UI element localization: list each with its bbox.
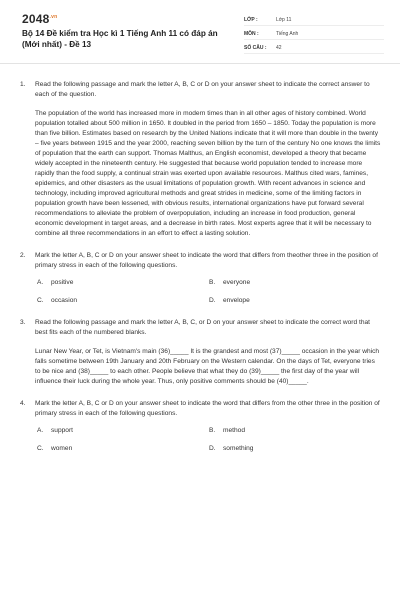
option-letter: A.	[37, 279, 44, 286]
question-number: 3.	[20, 319, 26, 326]
logo-text: 2048	[22, 12, 50, 26]
option-text: envelope	[223, 297, 250, 304]
option-letter: C.	[37, 297, 44, 304]
option-text: women	[51, 445, 73, 452]
answer-options	[35, 426, 382, 454]
page-header	[0, 0, 400, 64]
question-number: 1.	[20, 81, 26, 88]
answer-option-b[interactable]	[209, 426, 382, 436]
question-text: Read the following passage and mark the letter A, B, C or D on your answer sheet to indicate the correct answer to each of the question.	[35, 81, 370, 98]
question-text: Mark the letter A, B, C or D on your answer sheet to indicate the word that differs from theother three in the position of primary stress in each of the following questions.	[35, 252, 378, 269]
option-letter: A.	[37, 427, 44, 434]
option-text: support	[51, 427, 73, 434]
question-number: 4.	[20, 400, 26, 407]
question-body	[35, 399, 382, 454]
answer-option-a[interactable]	[37, 278, 209, 288]
meta-value: 42	[276, 44, 282, 51]
question-body	[35, 80, 382, 239]
option-text: method	[223, 427, 245, 434]
reading-passage: The population of the world has increased more in modern times than in all other ages of history combined. World population totalled about 500 million in 1650. It doubled in the period from 1650 – 1850. Today the population is more than five billion. Estimates based on research by the United Nations indicate that it will more than double in the twenty – five years between 1915 and the year 2000, reaching seven billion by the turn of the century No one knows the limits of population that the earth can support. Thomas Malthus, an English economist, developed a theory that became widely accepted in the nineteenth century. He suggested that because world population tended to increase more rapidly than the food supply, a continual strain was exerted upon available resources. Malthus cited wars, famines, epidemics, and other disasters as the usual limitations of population growth. With recent advances in science and technology, including improved agricultural methods and great strides in medicine, some of the limiting factors in population growth have been lessened, with obvious results, international organizations have put forward several recommendations to alleviate the problem of overpopulation, including an increase in food production, general economic development in target areas, and a decrease in birth rates. Most experts agree that it will be necessary to combine all three recommendations in an effort to effect a lasting solution.	[35, 110, 381, 237]
option-letter: D.	[209, 445, 216, 452]
document-title: Bộ 14 Đề kiểm tra Học kì 1 Tiếng Anh 11 có đáp án (Mới nhất) - Đề 13	[22, 29, 218, 49]
meta-row-count	[244, 42, 384, 54]
site-logo[interactable]	[22, 12, 232, 26]
meta-label: MÔN :	[244, 30, 259, 37]
meta-value: Tiếng Anh	[276, 30, 299, 37]
answer-option-b[interactable]	[209, 278, 382, 288]
document-meta	[244, 14, 384, 55]
reading-passage: Lunar New Year, or Tet, is Vietnam's main (36)_____ It is the grandest and most (37)_____ occasion in the year which falls sometime between 19th January and 20th February on the Western calendar. On the days of Tet, everyone tries to be nice and (38)_____ to each other. People believe that what they do (39)_____ the first day of the year will influence their luck during the whole year. Thus, only positive comments should be (40)_____.	[35, 348, 380, 385]
question-text: Read the following passage and mark the letter A, B, C, or D on your answer sheet to indicate the correct word that best fits each of the numbered blanks.	[35, 319, 370, 336]
option-text: occasion	[51, 297, 78, 304]
answer-option-c[interactable]	[37, 444, 209, 454]
question-2	[20, 251, 382, 306]
answer-option-a[interactable]	[37, 426, 209, 436]
option-text: something	[223, 445, 254, 452]
answer-option-d[interactable]	[209, 296, 382, 306]
option-text: positive	[51, 279, 74, 286]
meta-row-class	[244, 14, 384, 26]
question-list	[0, 64, 400, 454]
question-body	[35, 251, 382, 306]
option-letter: B.	[209, 279, 216, 286]
meta-value: Lớp 11	[276, 16, 292, 23]
question-4	[20, 399, 382, 454]
meta-label: LỚP :	[244, 16, 258, 23]
option-text: everyone	[223, 279, 251, 286]
option-letter: B.	[209, 427, 216, 434]
header-left	[22, 12, 232, 55]
question-3	[20, 318, 382, 387]
meta-row-subject	[244, 28, 384, 40]
logo-suffix: .vn	[49, 14, 58, 20]
answer-options	[35, 278, 382, 306]
answer-option-c[interactable]	[37, 296, 209, 306]
meta-label: SỐ CÂU :	[244, 44, 267, 51]
question-number: 2.	[20, 252, 26, 259]
answer-option-d[interactable]	[209, 444, 382, 454]
option-letter: D.	[209, 297, 216, 304]
option-letter: C.	[37, 445, 44, 452]
question-1	[20, 80, 382, 239]
question-body	[35, 318, 382, 387]
question-text: Mark the letter A, B, C or D on your answer sheet to indicate the word that differs from the other three in the position of primary stress in each of the following questions.	[35, 400, 380, 417]
